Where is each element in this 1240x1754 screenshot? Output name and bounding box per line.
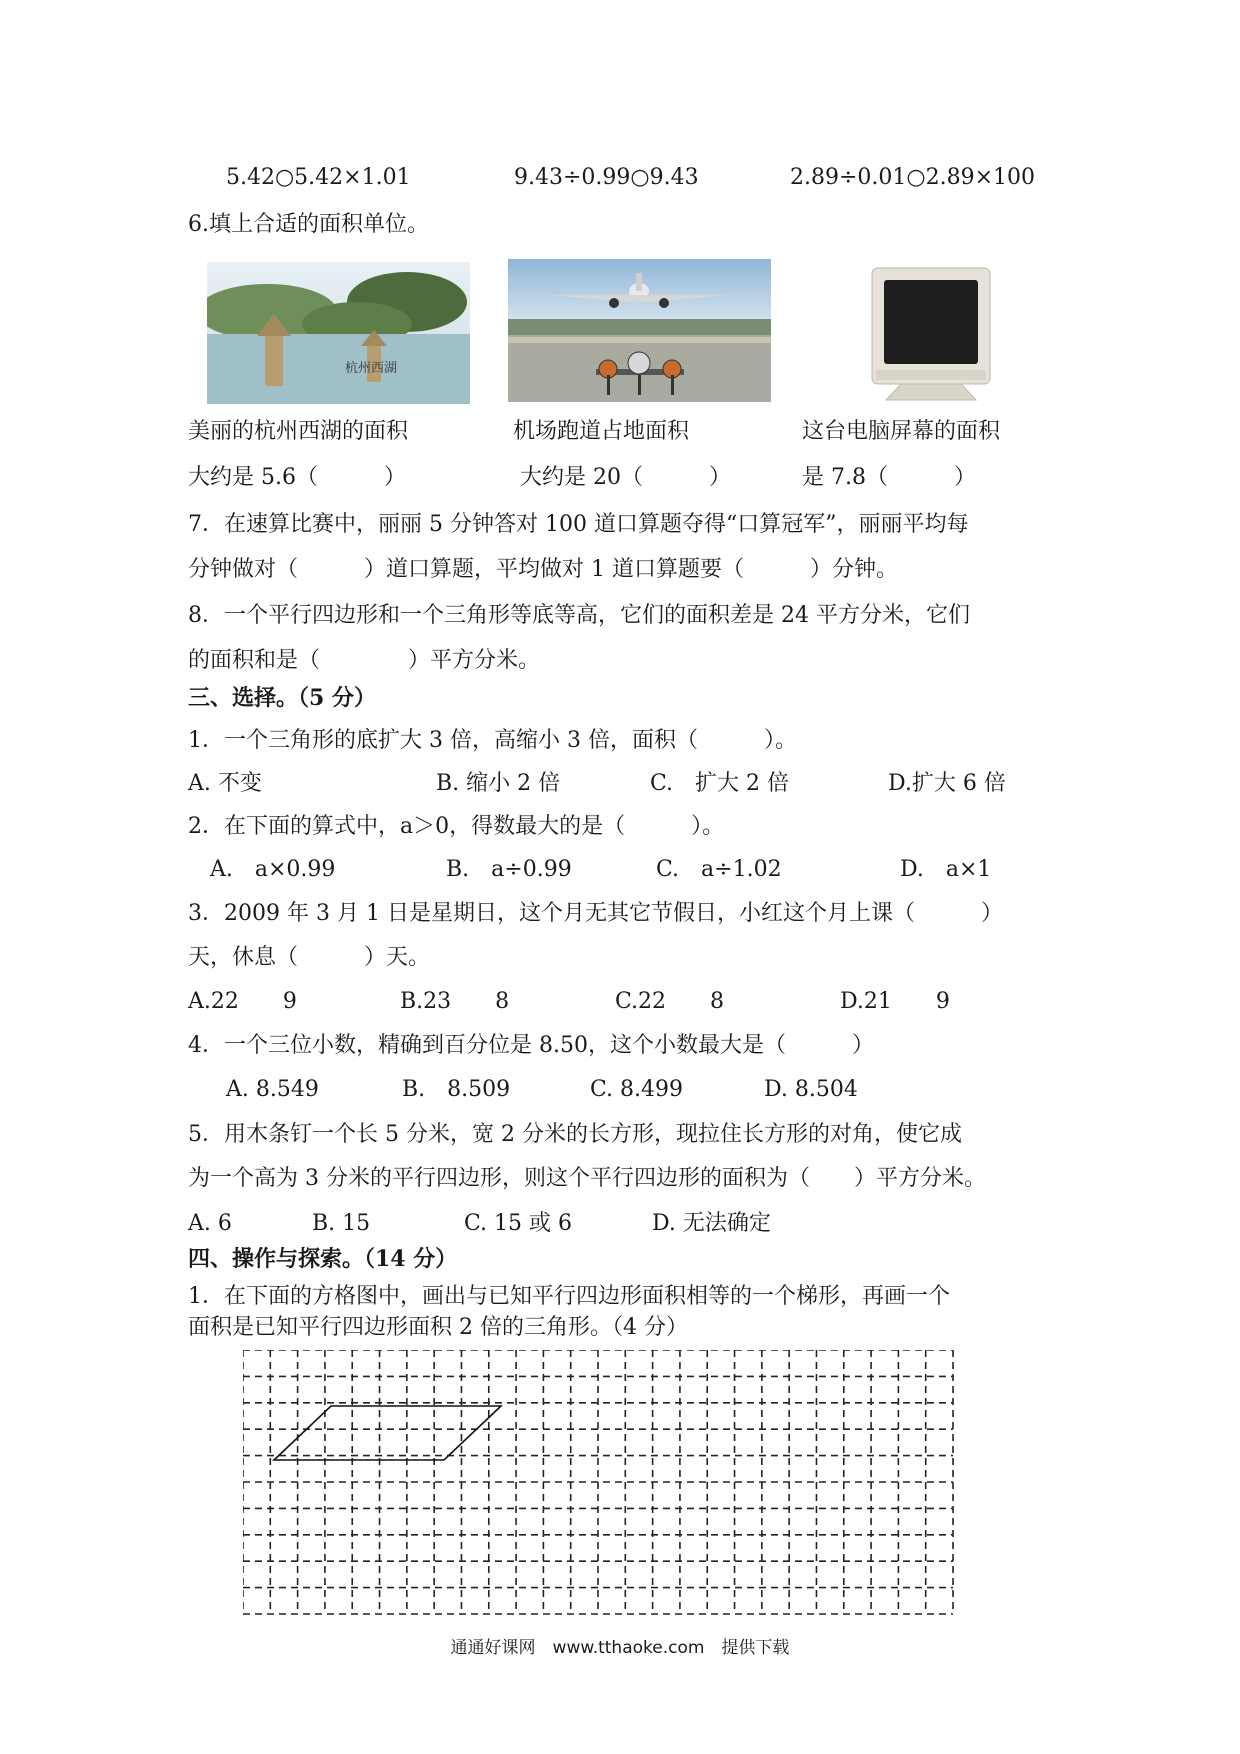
s3-q3-option-a: A.22 9 [188,989,297,1014]
s3-q2-option-a: A. a×0.99 [210,857,336,882]
s3-q5-option-d: D. 无法确定 [652,1211,771,1236]
s4-q1-line1: 1．在下面的方格图中，画出与已知平行四边形面积相等的一个梯形，再画一个 [188,1284,950,1309]
s3-q5-stem: 5．用木条钉一个长 5 分米，宽 2 分米的长方形，现拉住长方形的对角，使它成 [188,1122,962,1147]
s3-q2-stem: 2．在下面的算式中，a＞0，得数最大的是（ ）。 [188,814,725,839]
s3-q4-option-a: A. 8.549 [226,1077,319,1102]
s3-q4-stem: 4．一个三位小数，精确到百分位是 8.50，这个小数最大是（ ） [188,1033,874,1058]
s3-q3-stem2: 天，休息（ ）天。 [188,945,431,970]
footer-source: 通通好课网 www.tthaoke.com 提供下载 [450,1638,790,1658]
s3-q5-stem2: 为一个高为 3 分米的平行四边形，则这个平行四边形的面积为（ ）平方分米。 [188,1166,986,1191]
grid-lines [243,1350,953,1614]
section3-title: 三、选择。（5 分） [188,685,376,711]
q7-line1: 7．在速算比赛中，丽丽 5 分钟答对 100 道口算题夺得“口算冠军”，丽丽平均每 [188,512,969,537]
s3-q1-stem: 1．一个三角形的底扩大 3 倍，高缩小 3 倍，面积（ ）。 [188,728,797,753]
q8-line1: 8．一个平行四边形和一个三角形等底等高，它们的面积差是 24 平方分米，它们 [188,603,970,628]
s3-q4-option-c: C. 8.499 [590,1077,684,1102]
s3-q1-option-a: A. 不变 [188,771,262,796]
airplane-runway-photo [508,259,771,402]
s3-q1-option-b: B. 缩小 2 倍 [436,771,561,796]
west-lake-photo [207,262,470,404]
s3-q3-stem: 3．2009 年 3 月 1 日是星期日，这个月无其它节假日，小红这个月上课（ ） [188,901,1003,926]
given-parallelogram [274,1406,501,1460]
s3-q2-option-c: C. a÷1.02 [656,857,782,882]
watermark-text: 杭州西湖 [345,361,398,376]
compare-item-2: 9.43÷0.99○9.43 [514,165,699,190]
s3-q3-option-d: D.21 9 [840,989,950,1014]
caption-lake-2: 大约是 5.6（ ） [188,465,406,490]
caption-runway-1: 机场跑道占地面积 [513,419,690,444]
s3-q1-option-d: D.扩大 6 倍 [888,771,1006,796]
s4-q1-line2: 面积是已知平行四边形面积 2 倍的三角形。（4 分） [188,1315,688,1340]
compare-item-3: 2.89÷0.01○2.89×100 [790,165,1036,190]
q7-line2: 分钟做对（ ）道口算题，平均做对 1 道口算题要（ ）分钟。 [188,557,898,582]
computer-monitor-photo [866,266,996,406]
s3-q5-option-b: B. 15 [312,1211,371,1236]
compare-item-1: 5.42○5.42×1.01 [226,165,411,190]
caption-monitor-2: 是 7.8（ ） [802,465,976,490]
caption-runway-2: 大约是 20（ ） [520,465,731,490]
section4-title: 四、操作与探索。（14 分） [188,1246,458,1272]
q8-line2: 的面积和是（ ）平方分米。 [188,648,541,673]
s3-q2-option-b: B. a÷0.99 [446,857,572,882]
s3-q3-option-b: B.23 8 [400,989,510,1014]
s3-q1-option-c: C. 扩大 2 倍 [650,771,790,796]
caption-lake-1: 美丽的杭州西湖的面积 [188,419,409,444]
q6-title: 6.填上合适的面积单位。 [188,212,429,237]
caption-monitor-1: 这台电脑屏幕的面积 [802,419,1001,444]
s3-q5-option-a: A. 6 [188,1211,232,1236]
dashed-grid[interactable] [243,1350,959,1618]
s3-q5-option-c: C. 15 或 6 [464,1211,573,1236]
s3-q4-option-b: B. 8.509 [402,1077,511,1102]
s3-q4-option-d: D. 8.504 [764,1077,858,1102]
s3-q3-option-c: C.22 8 [615,989,725,1014]
s3-q2-option-d: D. a×1 [900,857,992,882]
